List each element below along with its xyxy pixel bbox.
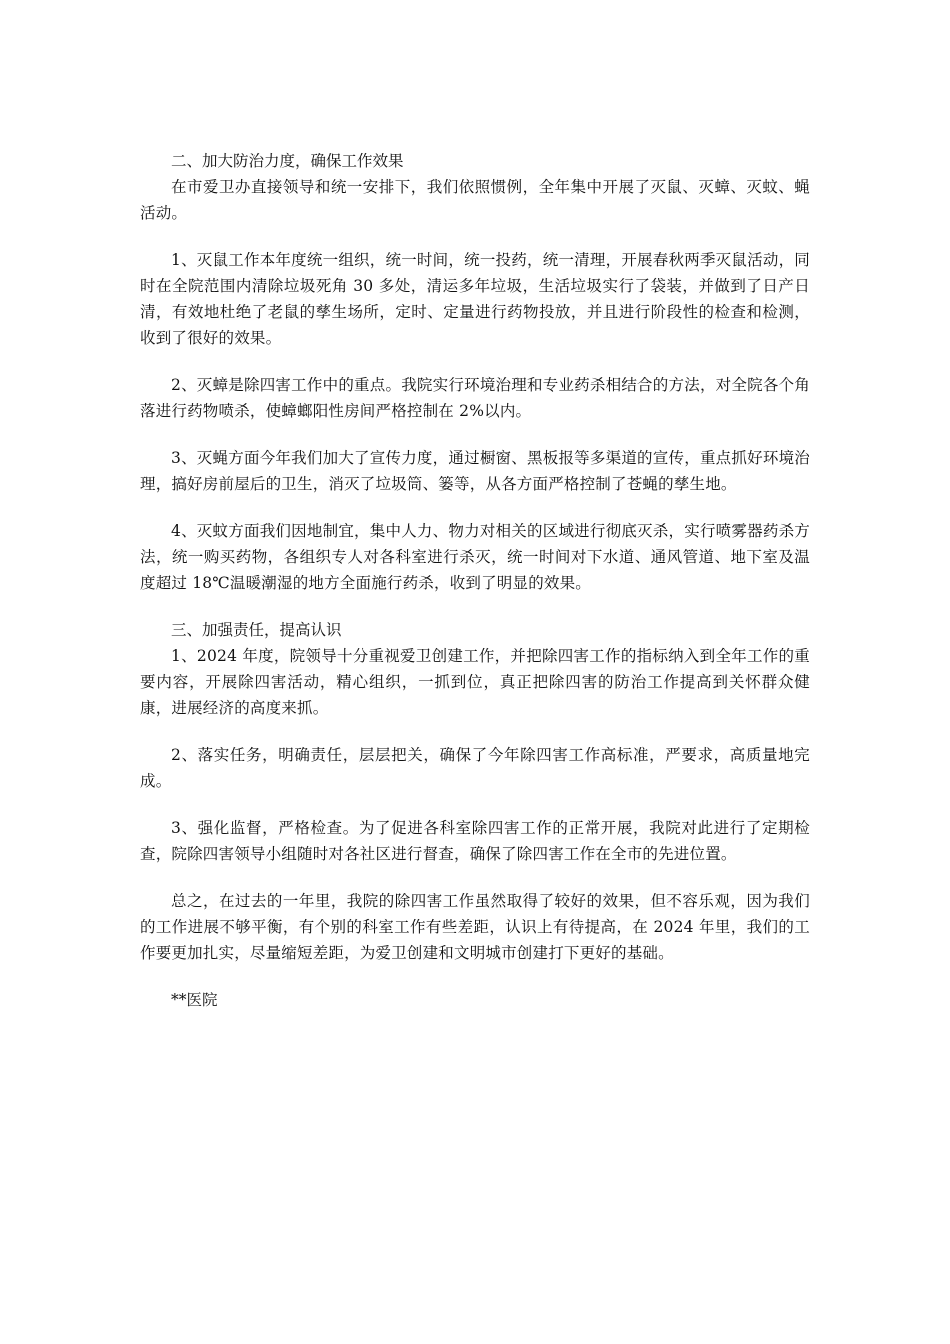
supervision-paragraph: 3、强化监督，严格检查。为了促进各科室除四害工作的正常开展，我院对此进行了定期检查，院除四害领导小组随时对各社区进行督查，确保了除四害工作在全市的先进位置。 bbox=[140, 819, 810, 863]
cockroach-control-paragraph: 2、灭蟑是除四害工作中的重点。我院实行环境治理和专业药杀相结合的方法，对全院各个角落进行药物喷杀，使蟑螂阳性房间严格控制在 2%以内。 bbox=[140, 376, 810, 420]
mosquito-control-paragraph: 4、灭蚊方面我们因地制宜，集中人力、物力对相关的区域进行彻底灭杀，实行喷雾器药杀方法，统一购买药物，各组织专人对各科室进行杀灭，统一时间对下水道、通风管道、地下室及温度超过 18℃温暖潮湿的地方全面施行药杀，收到了明显的效果。 bbox=[140, 522, 810, 592]
document-body bbox=[140, 148, 810, 1013]
summary-paragraph: 总之，在过去的一年里，我院的除四害工作虽然取得了较好的效果，但不容乐观，因为我们的工作进展不够平衡，有个别的科室工作有些差距，认识上有待提高，在 2024 年里，我们的工作要更加扎实，尽量缩短差距，为爱卫创建和文明城市创建打下更好的基础。 bbox=[140, 892, 810, 962]
fly-control-paragraph: 3、灭蝇方面今年我们加大了宣传力度，通过橱窗、黑板报等多渠道的宣传，重点抓好环境治理，搞好房前屋后的卫生，消灭了垃圾筒、篓等，从各方面严格控制了苍蝇的孳生地。 bbox=[140, 449, 810, 493]
section-heading-2: 二、加大防治力度，确保工作效果 bbox=[171, 152, 404, 170]
intro-paragraph: 在市爱卫办直接领导和统一安排下，我们依照惯例，全年集中开展了灭鼠、灭蟑、灭蚊、蝇活动。 bbox=[140, 178, 810, 222]
section-heading-3: 三、加强责任，提高认识 bbox=[171, 621, 342, 639]
rodent-control-paragraph: 1、灭鼠工作本年度统一组织，统一时间，统一投药，统一清理，开展春秋两季灭鼠活动，同时在全院范围内清除垃圾死角 30 多处，清运多年垃圾，生活垃圾实行了袋装，并做到了日产日清，有效地杜绝了老鼠的孳生场所，定时、定量进行药物投放，并且进行阶段性的检查和检测，收到了很好的效果。 bbox=[140, 251, 810, 347]
responsibility-paragraph: 2、落实任务，明确责任，层层把关，确保了今年除四害工作高标准，严要求，高质量地完成。 bbox=[140, 746, 810, 790]
leadership-paragraph: 1、2024 年度，院领导十分重视爱卫创建工作，并把除四害工作的指标纳入到全年工作的重要内容，开展除四害活动，精心组织，一抓到位，真正把除四害的防治工作提高到关怀群众健康，进展经济的高度来抓。 bbox=[140, 647, 810, 717]
signature-line: **医院 bbox=[171, 991, 218, 1009]
